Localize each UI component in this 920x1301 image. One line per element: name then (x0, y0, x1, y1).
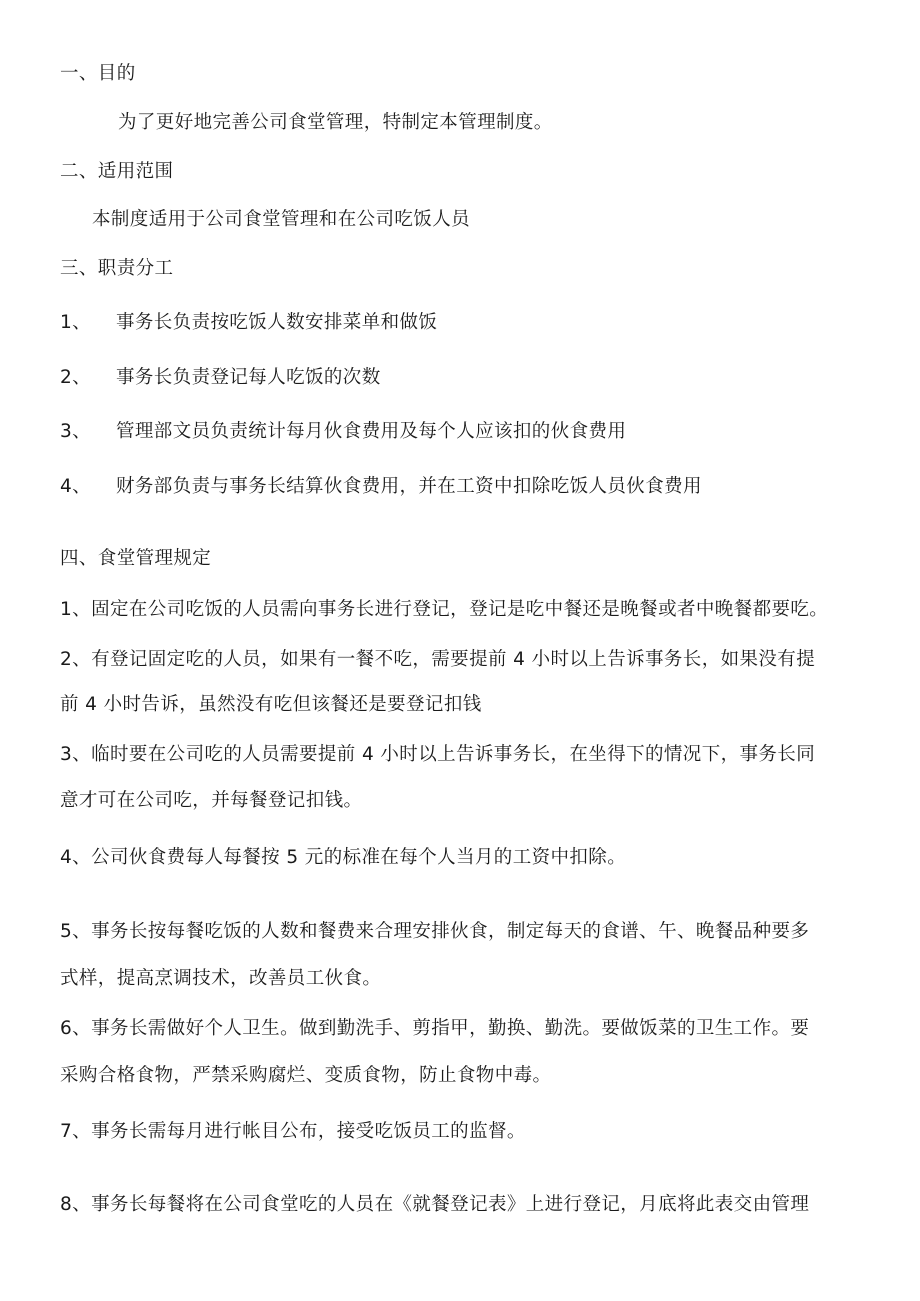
duty-item-number: 3、 (60, 421, 92, 442)
duty-item (60, 474, 702, 500)
duty-item (60, 419, 626, 445)
rule-line: 5、事务长按每餐吃饭的人数和餐费来合理安排伙食，制定每天的食谱、午、晚餐品种要多 (60, 921, 810, 942)
rule-line: 8、事务长每餐将在公司食堂吃的人员在《就餐登记表》上进行登记，月底将此表交由管理 (60, 1194, 810, 1215)
duty-item-text: 管理部文员负责统计每月伙食费用及每个人应该扣的伙食费用 (116, 421, 627, 442)
duty-item-number: 1、 (60, 312, 92, 333)
purpose-body: 为了更好地完善公司食堂管理，特制定本管理制度。 (118, 112, 553, 133)
duty-item-text: 事务长负责按吃饭人数安排菜单和做饭 (116, 312, 438, 333)
scope-body: 本制度适用于公司食堂管理和在公司吃饭人员 (92, 209, 471, 230)
section-heading-scope: 二、适用范围 (60, 161, 174, 182)
rule-line: 前 4 小时告诉，虽然没有吃但该餐还是要登记扣钱 (60, 694, 482, 715)
duty-item-number: 2、 (60, 367, 92, 388)
duty-item-text: 事务长负责登记每人吃饭的次数 (116, 367, 381, 388)
rule-line: 式样，提高烹调技术，改善员工伙食。 (60, 968, 382, 989)
rule-line: 意才可在公司吃，并每餐登记扣钱。 (60, 790, 363, 811)
rule-line: 7、事务长需每月进行帐目公布，接受吃饭员工的监督。 (60, 1121, 526, 1142)
duty-item (60, 365, 381, 391)
duty-item-number: 4、 (60, 476, 92, 497)
section-heading-duties: 三、职责分工 (60, 258, 174, 279)
duty-item (60, 310, 437, 336)
rule-line: 2、有登记固定吃的人员，如果有一餐不吃，需要提前 4 小时以上告诉事务长，如果没有提 (60, 649, 816, 670)
rule-line: 1、固定在公司吃饭的人员需向事务长进行登记，登记是吃中餐还是晚餐或者中晚餐都要吃。 (60, 599, 829, 620)
section-heading-rules: 四、食堂管理规定 (60, 548, 212, 569)
rule-line: 4、公司伙食费每人每餐按 5 元的标准在每个人当月的工资中扣除。 (60, 847, 627, 868)
section-heading-purpose: 一、目的 (60, 63, 136, 84)
rule-line: 6、事务长需做好个人卫生。做到勤洗手、剪指甲，勤换、勤洗。要做饭菜的卫生工作。要 (60, 1018, 810, 1039)
rule-line: 3、临时要在公司吃的人员需要提前 4 小时以上告诉事务长，在坐得下的情况下，事务长同 (60, 744, 816, 765)
rule-line: 采购合格食物，严禁采购腐烂、变质食物，防止食物中毒。 (60, 1065, 552, 1086)
duty-item-text: 财务部负责与事务长结算伙食费用，并在工资中扣除吃饭人员伙食费用 (116, 476, 702, 497)
